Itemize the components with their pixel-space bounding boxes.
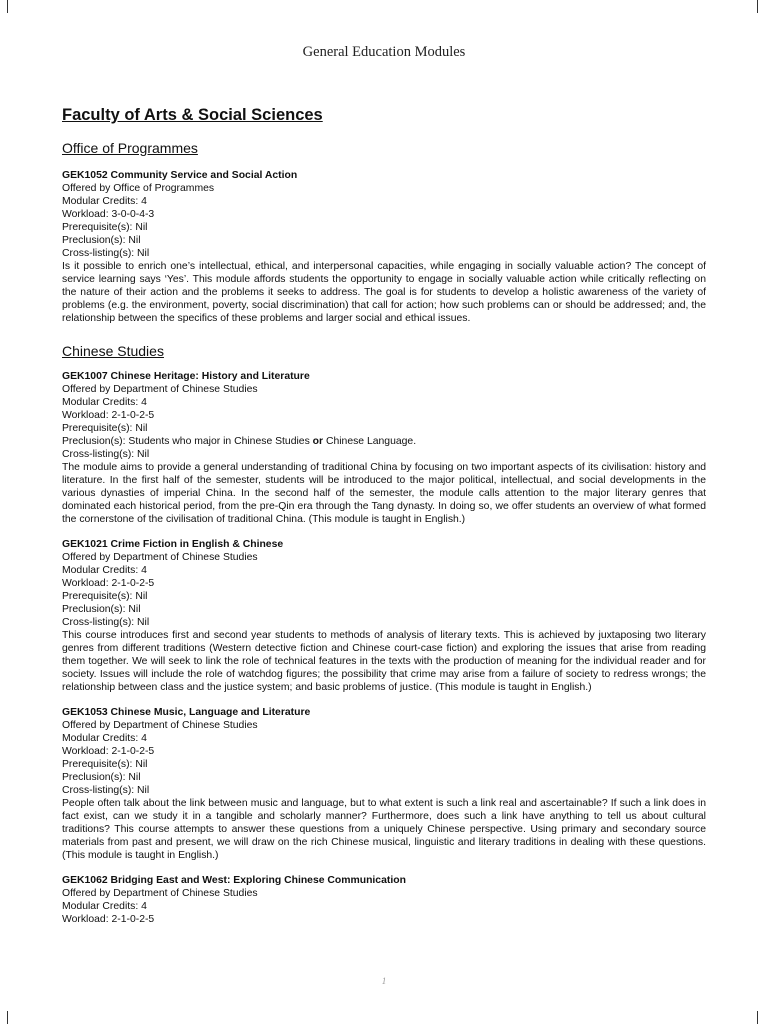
module-offered-by: Offered by Department of Chinese Studies — [62, 720, 258, 731]
section-title-office-of-programmes: Office of Programmes — [62, 140, 198, 156]
module-title: GEK1021 Crime Fiction in English & Chinese — [62, 539, 284, 550]
module-preclusion: Preclusion(s): Nil — [62, 772, 141, 783]
module-preclusion: Preclusion(s): Nil — [62, 604, 141, 615]
module-gek1052 — [62, 169, 706, 325]
module-gek1007 — [62, 370, 706, 526]
module-description: This course introduces first and second year students to methods of analysis of literary texts. This is achieved by juxtaposing two literary genres from different traditions (Western detective fiction and Chinese court-case fiction) and exploring the issues that arise from reading them together. We will seek to link the role of technical features in the texts with the production of meaning for the individual reader and for society. Issues will include the role of watchdog figures; the possibility that crime may arise from a failure of society to redress wrongs; the relationship between class and the justice system; and basic problems of justice. (This module is taught in English.) — [62, 630, 706, 693]
module-credits: Modular Credits: 4 — [62, 901, 147, 912]
module-preclusion — [62, 435, 706, 448]
module-workload: Workload: 2-1-0-2-5 — [62, 410, 155, 421]
faculty-title: Faculty of Arts & Social Sciences — [62, 106, 323, 124]
preclusion-text-end: Chinese Language. — [323, 436, 417, 447]
module-prerequisite: Prerequisite(s): Nil — [62, 759, 148, 770]
module-workload: Workload: 3-0-0-4-3 — [62, 209, 155, 220]
page-number: 1 — [381, 976, 387, 986]
crop-mark-bottom-left — [7, 1011, 8, 1024]
preclusion-or: or — [312, 436, 324, 447]
module-cross-listing: Cross-listing(s): Nil — [62, 617, 150, 628]
page-content — [62, 104, 706, 926]
module-title: GEK1007 Chinese Heritage: History and Literature — [62, 371, 310, 382]
module-offered-by: Offered by Office of Programmes — [62, 183, 215, 194]
module-cross-listing: Cross-listing(s): Nil — [62, 785, 150, 796]
module-title: GEK1052 Community Service and Social Action — [62, 170, 298, 181]
running-header: General Education Modules — [302, 44, 466, 60]
module-title: GEK1062 Bridging East and West: Exploring Chinese Communication — [62, 875, 406, 886]
module-credits: Modular Credits: 4 — [62, 565, 147, 576]
module-cross-listing: Cross-listing(s): Nil — [62, 449, 150, 460]
module-offered-by: Offered by Department of Chinese Studies — [62, 888, 258, 899]
module-description: Is it possible to enrich one’s intellectual, ethical, and interpersonal capacities, while engaging in socially valuable action? The concept of service learning says ‘Yes’. This module affords students the opportunity to engage in socially valuable action while critically reflecting on the nature of their action and the problems it seeks to address. The goal is for students to develop a holistic awareness of the variety of problems (e.g. the environment, poverty, social discrimination) that call for action; how such problems can or should be addressed; and, the relationship between the specifics of these problems and larger social and ethical issues. — [62, 261, 706, 324]
module-gek1053 — [62, 706, 706, 862]
module-prerequisite: Prerequisite(s): Nil — [62, 591, 148, 602]
module-offered-by: Offered by Department of Chinese Studies — [62, 552, 258, 563]
module-workload: Workload: 2-1-0-2-5 — [62, 578, 155, 589]
module-credits: Modular Credits: 4 — [62, 196, 147, 207]
module-workload: Workload: 2-1-0-2-5 — [62, 914, 155, 925]
module-cross-listing: Cross-listing(s): Nil — [62, 248, 150, 259]
crop-mark-top-left — [7, 0, 8, 13]
module-description: The module aims to provide a general understanding of traditional China by focusing on two important aspects of its civilisation: history and literature. In the first half of the semester, students will be introduced to the major political, intellectual, and social developments in the various dynasties of imperial China. In the second half of the semester, the module calls attention to the major literary genres that dominated each historical period, from the pre-Qin era through the Tang dynasty. In doing so, we offer students an overview of what formed the cornerstone of the civilisation of traditional China. (This module is taught in English.) — [62, 462, 706, 525]
module-description: People often talk about the link between music and language, but to what extent is such a link real and ascertainable? If such a link does in fact exist, can we study it in a tangible and scholarly manner? Furthermore, does such a link have anything to tell us about cultural traditions? This course attempts to answer these questions from a uniquely Chinese perspective. Using primary and secondary source materials from past and present, we will draw on the rich Chinese musical, linguistic and literary traditions in dealing with these questions. (This module is taught in English.) — [62, 798, 706, 861]
module-prerequisite: Prerequisite(s): Nil — [62, 423, 148, 434]
module-title: GEK1053 Chinese Music, Language and Literature — [62, 707, 311, 718]
module-gek1062 — [62, 874, 706, 926]
preclusion-text: Preclusion(s): Students who major in Chinese Studies — [62, 436, 313, 447]
module-workload: Workload: 2-1-0-2-5 — [62, 746, 155, 757]
module-credits: Modular Credits: 4 — [62, 397, 147, 408]
module-preclusion: Preclusion(s): Nil — [62, 235, 141, 246]
module-gek1021 — [62, 538, 706, 694]
module-offered-by: Offered by Department of Chinese Studies — [62, 384, 258, 395]
section-title-chinese-studies: Chinese Studies — [62, 343, 164, 359]
module-credits: Modular Credits: 4 — [62, 733, 147, 744]
module-prerequisite: Prerequisite(s): Nil — [62, 222, 148, 233]
crop-mark-bottom-right — [757, 1011, 758, 1024]
crop-mark-top-right — [757, 0, 758, 13]
